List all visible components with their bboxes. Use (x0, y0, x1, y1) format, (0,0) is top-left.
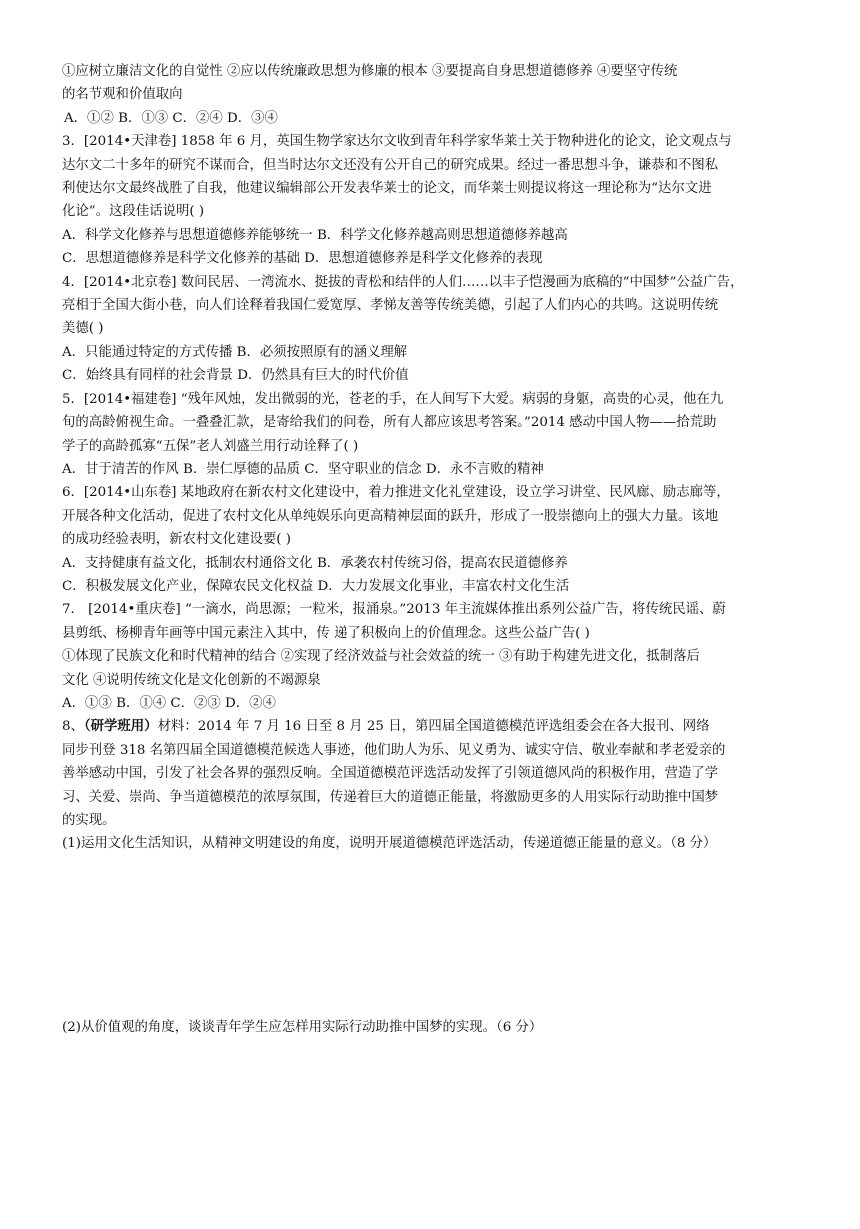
answer-space-1 (62, 856, 802, 1016)
q2-options: A．①② B．①③ C．②④ D．③④ (64, 110, 278, 126)
q8-number: 8、 (62, 719, 84, 735)
q8-material-line: 的实现。 (62, 813, 116, 828)
q8-subquestion-2: (2)从价值观的角度，谈谈青年学生应怎样用实际行动助推中国梦的实现。（6 分） (62, 1019, 543, 1035)
q8-material-line (62, 715, 802, 738)
q8-tag: （研学班用） (83, 718, 158, 735)
q4-stem-line: 亮相于全国大街小巷，向人们诠释着我国仁爱宽厚、孝悌友善等传统美德，引起了人们内心的共鸣。这说明传统 (62, 298, 719, 314)
q3-stem-line: 化论”。这段佳话说明( ) (62, 204, 205, 220)
q5-stem-line: 旬的高龄俯视生命。一叠叠汇款，是寄给我们的问卷，所有人都应该思考答案。”2014 感动中国人物——拾荒助 (62, 415, 717, 431)
q2-statements-line: ①应树立廉洁文化的自觉性 ②应以传统廉政思想为修廉的根本 ③要提高自身思想道德修养 ④要坚守传统 (62, 64, 678, 79)
q6-options-cd: C．积极发展文化产业，保障农民文化权益 D．大力发展文化事业，丰富农村文化生活 (62, 578, 570, 594)
answer-space-2 (62, 1039, 802, 1229)
q8-material-line: 善举感动中国，引发了社会各界的强烈反响。全国道德模范评选活动发挥了引领道德风尚的积极作用，营造了学 (62, 766, 719, 782)
q7-statements-line: ①体现了民族文化和时代精神的结合 ②实现了经济效益与社会效益的统一 ③有助于构建先进文化，抵制落后 (62, 649, 700, 665)
q7-stem-line: 县剪纸、杨柳青年画等中国元素注入其中，传 递了积极向上的价值理念。这些公益广告( ) (62, 625, 590, 641)
q3-options-ab: A．科学文化修养与思想道德修养能够统一 B．科学文化修养越高则思想道德修养越高 (62, 227, 568, 243)
q5-options: A．甘于清苦的作风 B．崇仁厚德的品质 C．坚守职业的信念 D．永不言败的精神 (62, 461, 544, 477)
q3-stem-line: 达尔文二十多年的研究不谋而合，但当时达尔文还没有公开自己的研究成果。经过一番思想斗争，谦恭和不图私 (62, 157, 719, 173)
q5-stem-line: 学子的高龄孤寡“五保”老人刘盛兰用行动诠释了( ) (62, 438, 359, 454)
q4-stem-line: 4．[2014•北京卷] 数问民居、一湾流水、挺拔的青松和结伴的人们……以丰子恺漫画为底稿的“中国梦”公益广告， (62, 274, 744, 290)
q3-stem-line: 3．[2014•天津卷] 1858 年 6 月，英国生物学家达尔文收到青年科学家华莱士关于物种进化的论文，论文观点与 (62, 134, 732, 150)
q3-options-cd: C．思想道德修养是科学文化修养的基础 D．思想道德修养是科学文化修养的表现 (62, 251, 543, 267)
q4-options-cd: C．始终具有同样的社会背景 D．仍然具有巨大的时代价值 (62, 368, 409, 384)
q3-stem-line: 利使达尔文最终战胜了自我，他建议编辑部公开发表华莱士的论文，而华莱士则提议将这一理论称为“达尔文进 (62, 181, 712, 197)
q6-options-ab: A．支持健康有益文化，抵制农村通俗文化 B．承袭农村传统习俗，提高农民道德修养 (62, 555, 568, 571)
q6-stem-line: 的成功经验表明，新农村文化建设要( ) (62, 532, 291, 548)
q7-options: A．①③ B．①④ C．②③ D．②④ (62, 695, 276, 711)
q8-material-line: 习、关爱、崇尚、争当道德模范的浓厚氛围，传递着巨大的道德正能量，将激励更多的人用实际行动助推中国梦 (62, 789, 719, 805)
q8-subquestion-1: (1)运用文化生活知识，从精神文明建设的角度，说明开展道德模范评选活动，传递道德正能量的意义。（8 分） (62, 836, 717, 852)
q7-stem-line: 7． [2014•重庆卷] “一滴水，尚思源；一粒米，报涌泉。”2013 年主流媒体推出系列公益广告，将传统民谣、蔚 (62, 602, 726, 618)
q4-options-ab: A．只能通过特定的方式传播 B．必须按照原有的涵义理解 (62, 344, 408, 360)
q7-statements-line: 文化 ④说明传统文化是文化创新的不竭源泉 (62, 672, 321, 688)
q5-stem-line: 5．[2014•福建卷] “残年风烛，发出微弱的光，苍老的手，在人间写下大爱。病弱的身躯，高贵的心灵，他在九 (62, 391, 724, 407)
q6-stem-line: 开展各种文化活动，促进了农村文化从单纯娱乐向更高精神层面的跃升，形成了一股崇德向上的强大力量。该地 (62, 508, 719, 524)
q6-stem-line: 6．[2014•山东卷] 某地政府在新农村文化建设中，着力推进文化礼堂建设，设立学习讲堂、民风廊、励志廊等， (62, 485, 730, 501)
q2-statements-line: 的名节观和价值取向 (62, 87, 183, 103)
q8-material-text: 材料：2014 年 7 月 16 日至 8 月 25 日，第四届全国道德模范评选组委会在各大报刊、网络 (157, 719, 710, 735)
q8-material-line: 同步刊登 318 名第四届全国道德模范候选人事迹，他们助人为乐、见义勇为、诚实守信、敬业奉献和孝老爱亲的 (62, 742, 726, 758)
q4-stem-line: 美德( ) (62, 321, 104, 337)
document-page (62, 60, 802, 1229)
